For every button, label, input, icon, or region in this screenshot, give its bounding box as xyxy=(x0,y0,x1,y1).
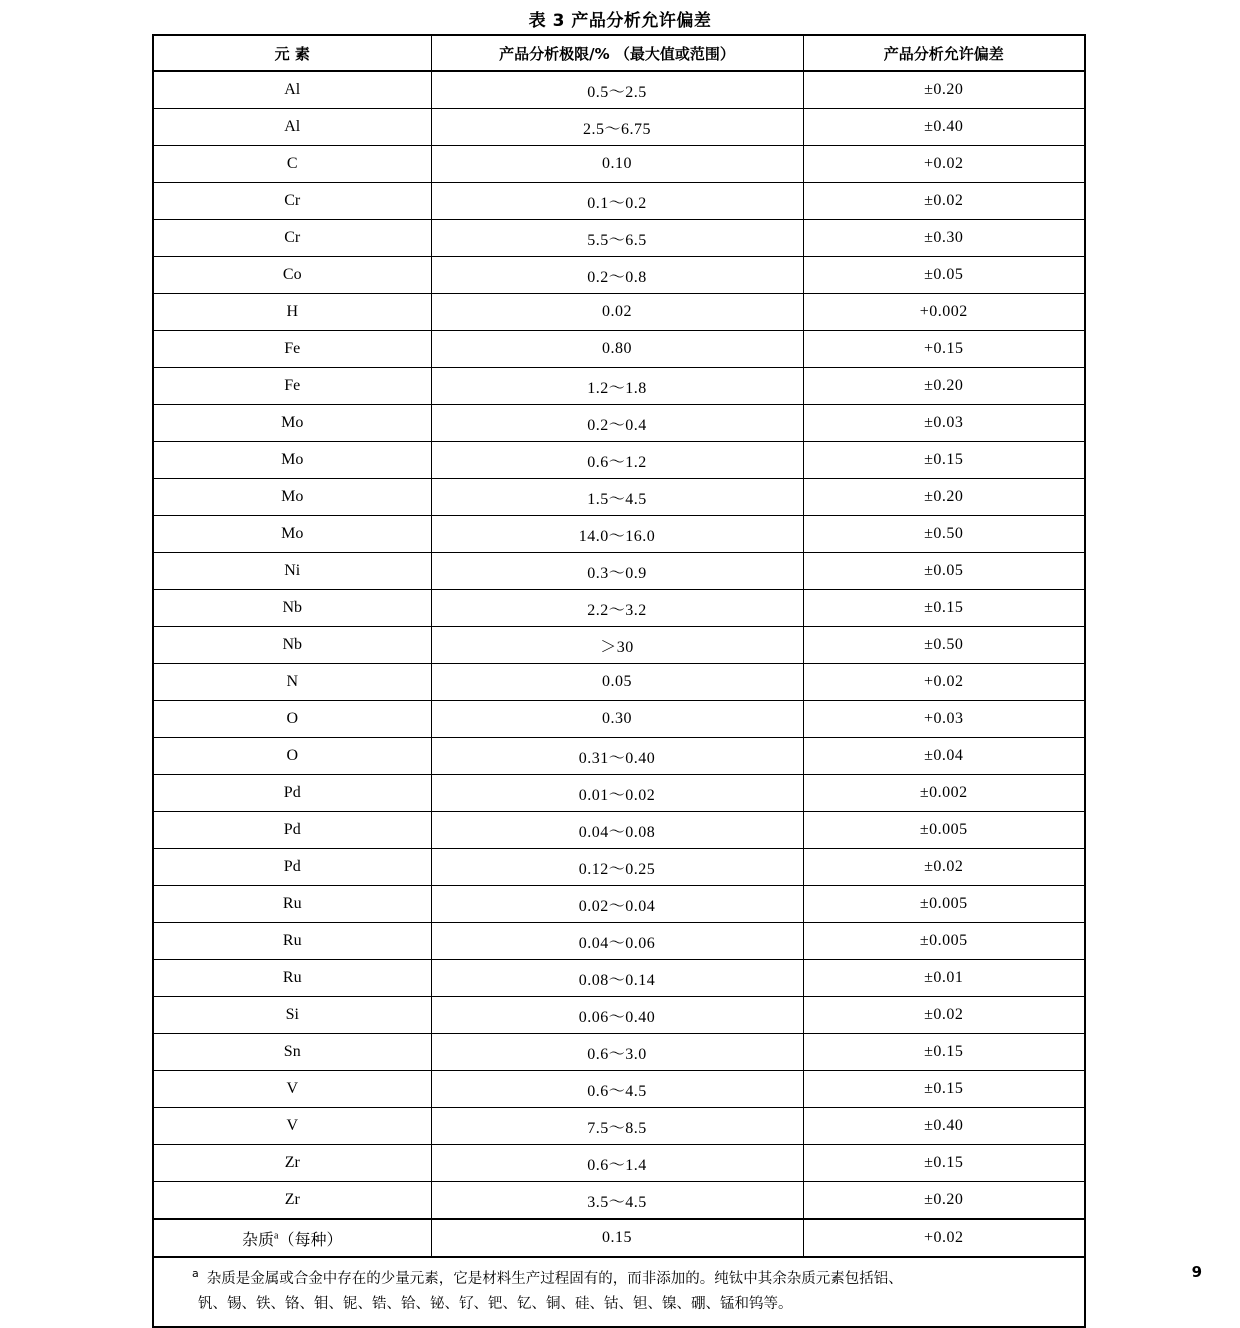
cell-deviation: ±0.15 xyxy=(803,442,1085,479)
cell-limit: 0.80 xyxy=(431,331,803,368)
table-row xyxy=(153,1034,1085,1071)
cell-deviation: ±0.15 xyxy=(803,590,1085,627)
table-row xyxy=(153,812,1085,849)
cell-deviation: ±0.005 xyxy=(803,923,1085,960)
cell-limit: 0.02～0.04 xyxy=(431,886,803,923)
cell-deviation: ±0.04 xyxy=(803,738,1085,775)
table-body xyxy=(153,71,1085,1327)
cell-element: Si xyxy=(153,997,431,1034)
cell-deviation: ±0.02 xyxy=(803,849,1085,886)
cell-deviation-impurity: +0.02 xyxy=(803,1219,1085,1257)
cell-element: Mo xyxy=(153,405,431,442)
cell-limit: 7.5～8.5 xyxy=(431,1108,803,1145)
cell-limit: 0.01～0.02 xyxy=(431,775,803,812)
table-row xyxy=(153,257,1085,294)
table-row xyxy=(153,627,1085,664)
column-header-deviation: 产品分析允许偏差 xyxy=(803,35,1085,71)
page-number: 9 xyxy=(1191,1263,1202,1281)
cell-deviation: ±0.20 xyxy=(803,71,1085,109)
cell-limit: 0.1～0.2 xyxy=(431,183,803,220)
cell-limit: 5.5～6.5 xyxy=(431,220,803,257)
table-row xyxy=(153,960,1085,997)
cell-element: Nb xyxy=(153,627,431,664)
cell-deviation: +0.03 xyxy=(803,701,1085,738)
table-row xyxy=(153,849,1085,886)
table-row-impurity xyxy=(153,1219,1085,1257)
cell-limit: 2.5～6.75 xyxy=(431,109,803,146)
table-row xyxy=(153,109,1085,146)
table-row xyxy=(153,664,1085,701)
cell-limit: 0.6～1.4 xyxy=(431,1145,803,1182)
cell-element: Zr xyxy=(153,1145,431,1182)
table-row xyxy=(153,553,1085,590)
table-row xyxy=(153,220,1085,257)
table-row xyxy=(153,701,1085,738)
column-header-element: 元 素 xyxy=(153,35,431,71)
cell-limit-impurity: 0.15 xyxy=(431,1219,803,1257)
cell-element: Ni xyxy=(153,553,431,590)
cell-deviation: ±0.02 xyxy=(803,997,1085,1034)
table-row xyxy=(153,368,1085,405)
cell-deviation: ±0.005 xyxy=(803,886,1085,923)
impurity-footnote-marker: a xyxy=(274,1230,279,1242)
cell-deviation: ±0.002 xyxy=(803,775,1085,812)
cell-limit: 3.5～4.5 xyxy=(431,1182,803,1220)
cell-deviation: ±0.20 xyxy=(803,368,1085,405)
cell-deviation: ±0.01 xyxy=(803,960,1085,997)
cell-element: Al xyxy=(153,109,431,146)
cell-limit: 0.31～0.40 xyxy=(431,738,803,775)
table-row xyxy=(153,442,1085,479)
cell-deviation: ±0.03 xyxy=(803,405,1085,442)
cell-deviation: ±0.15 xyxy=(803,1145,1085,1182)
table-row xyxy=(153,479,1085,516)
cell-limit: ＞30 xyxy=(431,627,803,664)
cell-limit: 0.06～0.40 xyxy=(431,997,803,1034)
cell-limit: 0.6～1.2 xyxy=(431,442,803,479)
cell-element: Pd xyxy=(153,849,431,886)
cell-element: Fe xyxy=(153,368,431,405)
cell-deviation: +0.02 xyxy=(803,664,1085,701)
cell-element: Sn xyxy=(153,1034,431,1071)
cell-element: Mo xyxy=(153,479,431,516)
footnote-line-1: 杂质是金属或合金中存在的少量元素，它是材料生产过程固有的，而非添加的。纯钛中其余杂质元素包括铝、 xyxy=(206,1270,903,1287)
cell-deviation: ±0.40 xyxy=(803,109,1085,146)
cell-element: Ru xyxy=(153,923,431,960)
cell-limit: 0.3～0.9 xyxy=(431,553,803,590)
table-row xyxy=(153,516,1085,553)
cell-limit: 0.04～0.06 xyxy=(431,923,803,960)
table-row xyxy=(153,886,1085,923)
cell-limit: 0.6～4.5 xyxy=(431,1071,803,1108)
table-header-row xyxy=(153,35,1085,71)
cell-limit: 0.08～0.14 xyxy=(431,960,803,997)
footnote-cell xyxy=(153,1257,1085,1327)
cell-deviation: ±0.20 xyxy=(803,1182,1085,1220)
table-row xyxy=(153,997,1085,1034)
table-row xyxy=(153,923,1085,960)
cell-element: O xyxy=(153,738,431,775)
cell-limit: 14.0～16.0 xyxy=(431,516,803,553)
cell-limit: 0.5～2.5 xyxy=(431,71,803,109)
cell-element: Cr xyxy=(153,183,431,220)
cell-element: Mo xyxy=(153,516,431,553)
cell-element: Pd xyxy=(153,775,431,812)
table-footnote-row xyxy=(153,1257,1085,1327)
table-title: 表 3 产品分析允许偏差 xyxy=(528,11,712,31)
cell-limit: 0.2～0.4 xyxy=(431,405,803,442)
cell-element: V xyxy=(153,1108,431,1145)
cell-limit: 0.6～3.0 xyxy=(431,1034,803,1071)
cell-limit: 0.10 xyxy=(431,146,803,183)
footnote-line-2: 钒、锡、铁、铬、钼、铌、锆、铪、铋、钌、钯、钇、铜、硅、钴、钽、镍、硼、锰和钨等。 xyxy=(198,1296,793,1313)
table-row xyxy=(153,146,1085,183)
cell-deviation: ±0.50 xyxy=(803,627,1085,664)
cell-deviation: ±0.20 xyxy=(803,479,1085,516)
table-row xyxy=(153,738,1085,775)
table-row xyxy=(153,1108,1085,1145)
cell-deviation: ±0.15 xyxy=(803,1034,1085,1071)
table-row xyxy=(153,294,1085,331)
cell-limit: 0.2～0.8 xyxy=(431,257,803,294)
table-row xyxy=(153,1071,1085,1108)
cell-element: Cr xyxy=(153,220,431,257)
cell-element: N xyxy=(153,664,431,701)
cell-deviation: +0.02 xyxy=(803,146,1085,183)
table-row xyxy=(153,1145,1085,1182)
cell-deviation: ±0.05 xyxy=(803,553,1085,590)
cell-element: Mo xyxy=(153,442,431,479)
product-analysis-tolerance-table xyxy=(152,34,1086,1328)
cell-deviation: +0.002 xyxy=(803,294,1085,331)
cell-element: H xyxy=(153,294,431,331)
cell-deviation: ±0.30 xyxy=(803,220,1085,257)
table-row xyxy=(153,183,1085,220)
cell-limit: 1.2～1.8 xyxy=(431,368,803,405)
table-row xyxy=(153,590,1085,627)
cell-limit: 1.5～4.5 xyxy=(431,479,803,516)
cell-element: Fe xyxy=(153,331,431,368)
cell-element: Nb xyxy=(153,590,431,627)
column-header-limit: 产品分析极限/% （最大值或范围） xyxy=(431,35,803,71)
cell-element: Ru xyxy=(153,886,431,923)
cell-element: Ru xyxy=(153,960,431,997)
table-row xyxy=(153,71,1085,109)
table-row xyxy=(153,1182,1085,1220)
cell-deviation: ±0.005 xyxy=(803,812,1085,849)
cell-element: Co xyxy=(153,257,431,294)
table-row xyxy=(153,405,1085,442)
cell-limit: 0.12～0.25 xyxy=(431,849,803,886)
cell-element: Al xyxy=(153,71,431,109)
impurity-label: 杂质 xyxy=(242,1231,275,1249)
cell-element: V xyxy=(153,1071,431,1108)
cell-limit: 0.30 xyxy=(431,701,803,738)
impurity-each-label: （每种） xyxy=(278,1231,343,1249)
cell-element: O xyxy=(153,701,431,738)
cell-limit: 0.04～0.08 xyxy=(431,812,803,849)
cell-deviation: ±0.02 xyxy=(803,183,1085,220)
table-row xyxy=(153,775,1085,812)
cell-deviation: ±0.40 xyxy=(803,1108,1085,1145)
cell-deviation: ±0.05 xyxy=(803,257,1085,294)
cell-limit: 0.05 xyxy=(431,664,803,701)
cell-deviation: +0.15 xyxy=(803,331,1085,368)
cell-limit: 2.2～3.2 xyxy=(431,590,803,627)
cell-element: Pd xyxy=(153,812,431,849)
table-row xyxy=(153,331,1085,368)
cell-element: Zr xyxy=(153,1182,431,1220)
footnote-marker: a xyxy=(192,1267,199,1280)
cell-deviation: ±0.50 xyxy=(803,516,1085,553)
cell-element: C xyxy=(153,146,431,183)
cell-deviation: ±0.15 xyxy=(803,1071,1085,1108)
cell-element-impurity xyxy=(153,1219,431,1257)
cell-limit: 0.02 xyxy=(431,294,803,331)
